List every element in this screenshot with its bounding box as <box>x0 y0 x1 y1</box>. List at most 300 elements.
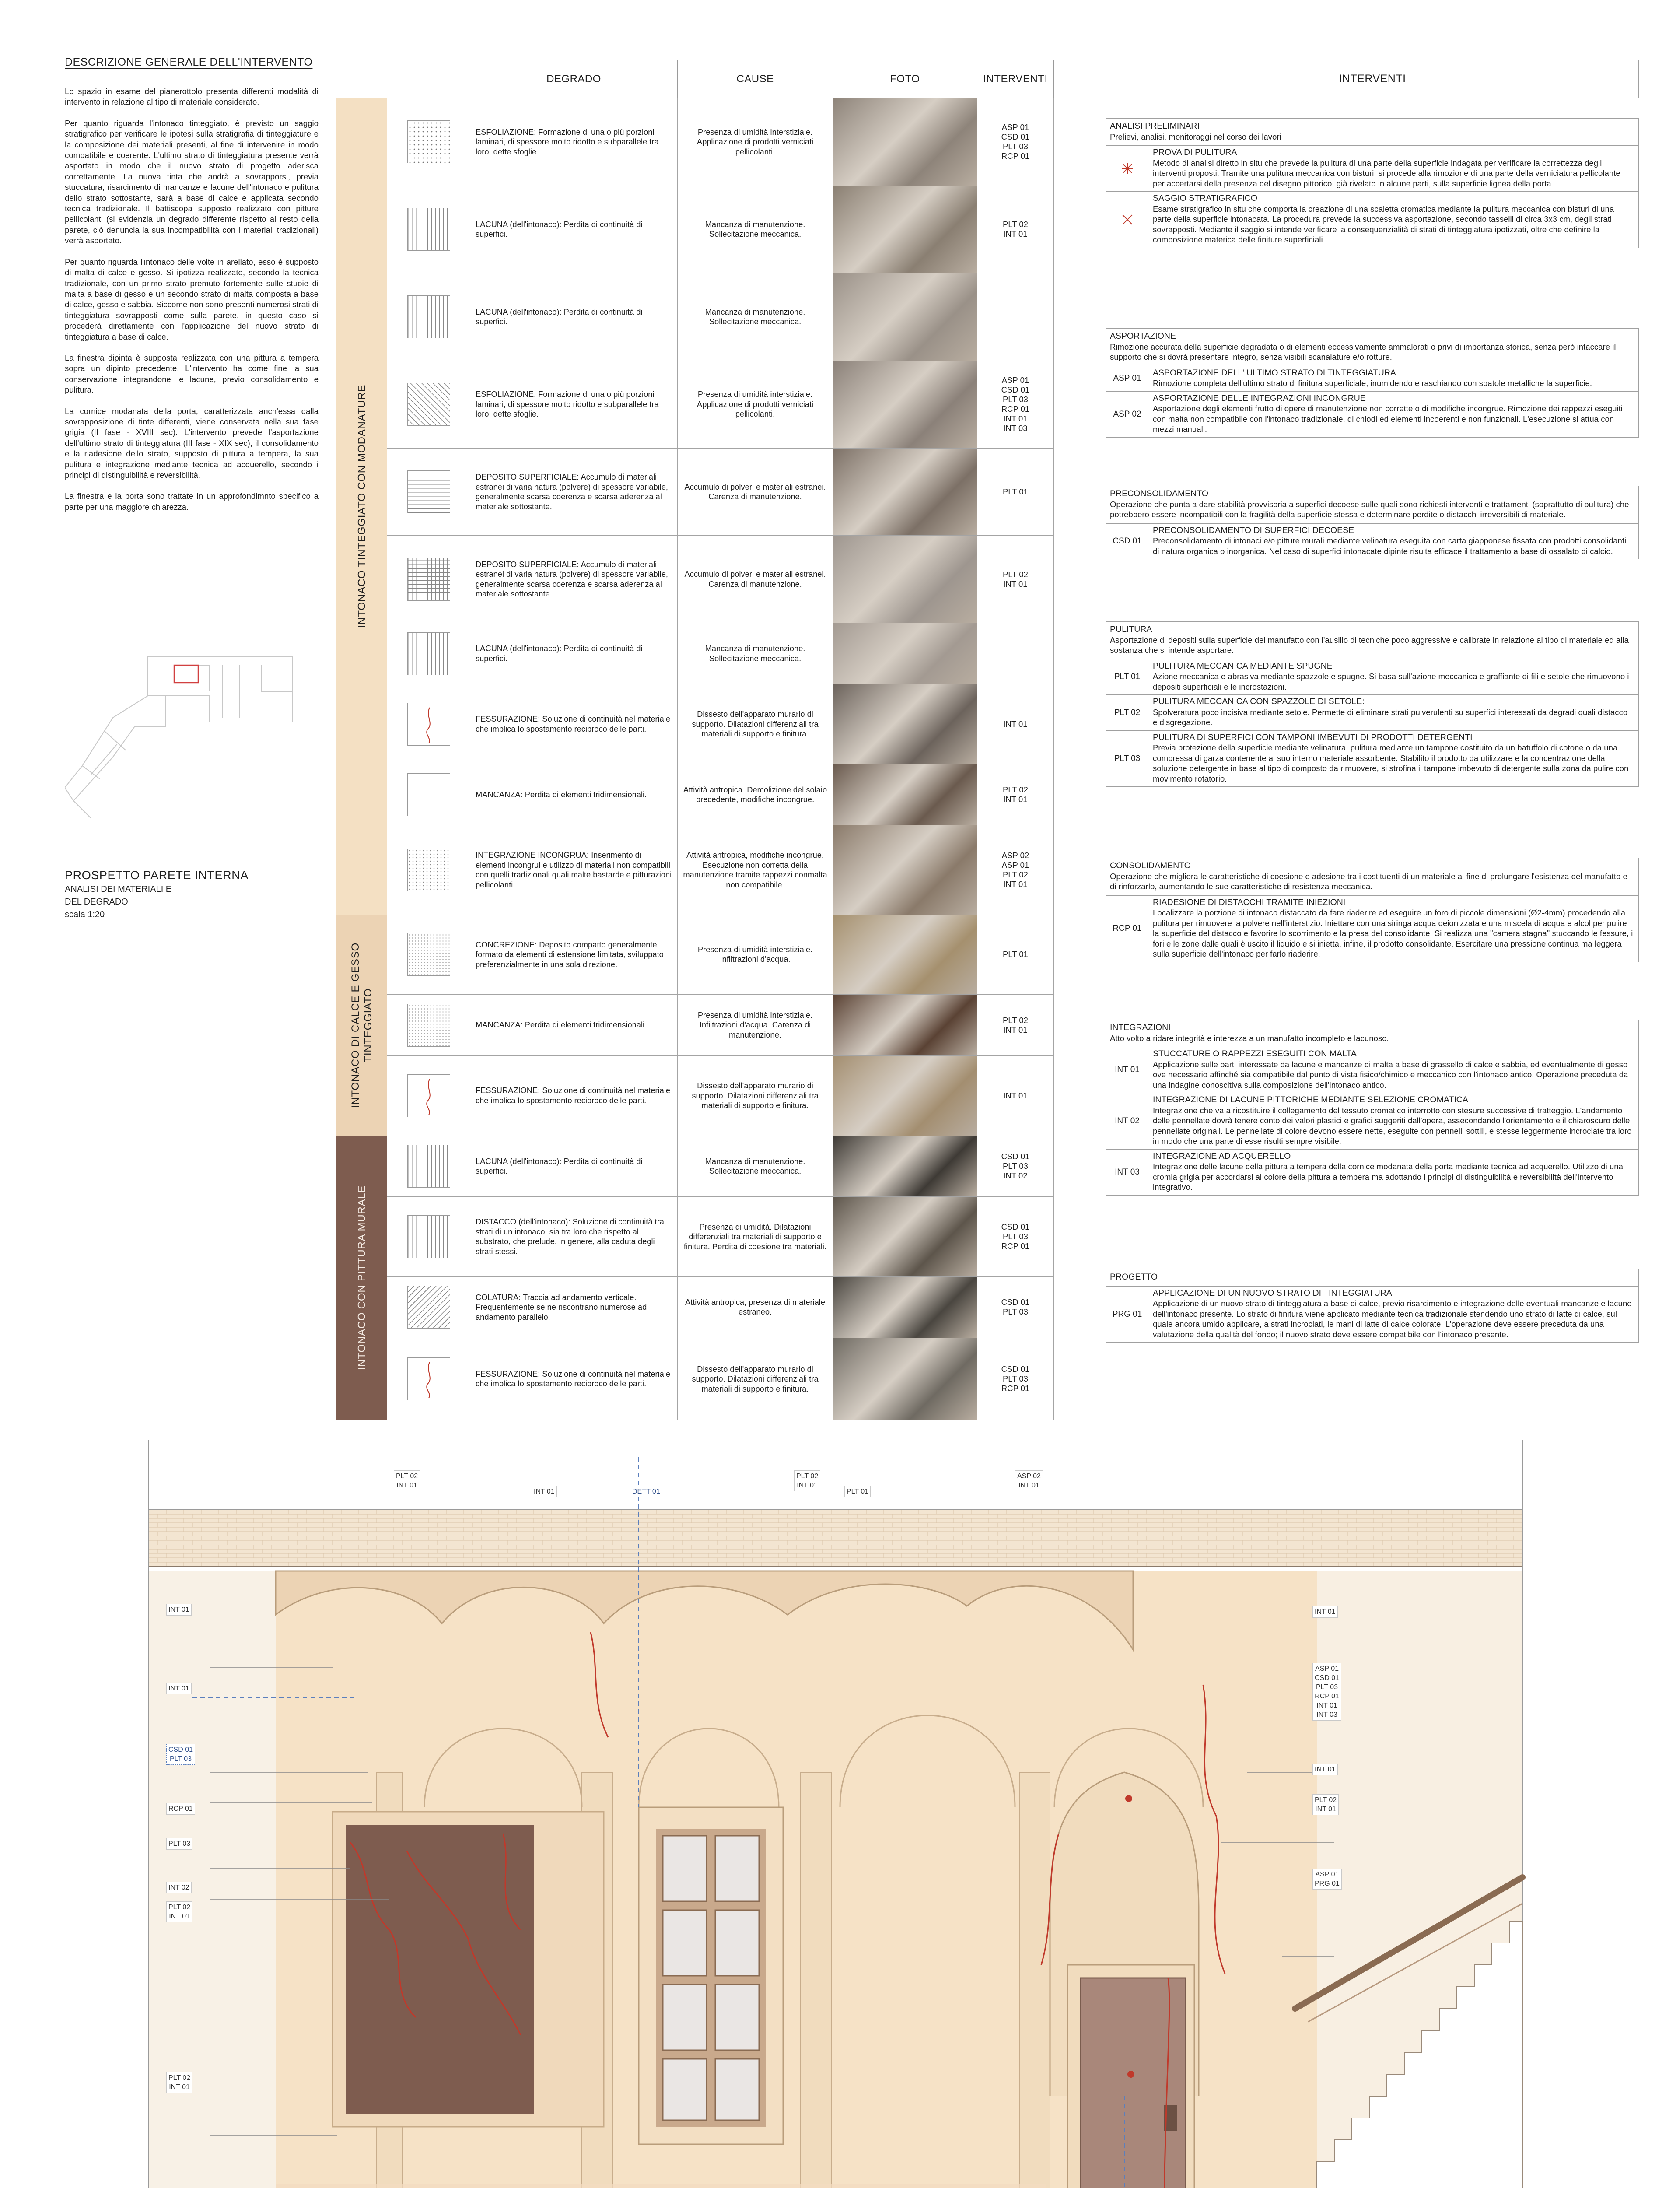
degrado-photo <box>833 1197 977 1276</box>
intervento-code: PLT 03 <box>1106 731 1148 787</box>
intervento-item <box>1106 1286 1638 1343</box>
degrado-description <box>470 1277 678 1338</box>
legend-swatch <box>407 1357 450 1400</box>
degrado-photo <box>833 915 977 995</box>
tag-code: RCP 01 <box>1315 1693 1339 1700</box>
photo-cell <box>833 1197 977 1277</box>
legend-swatch-cell <box>387 1056 470 1136</box>
intervento-code: ASP 01 <box>1001 123 1029 132</box>
intervento-title: INTEGRAZIONE AD ACQUERELLO <box>1153 1151 1291 1161</box>
legend-swatch <box>407 120 450 163</box>
photo-cell <box>833 448 977 536</box>
section-heading: PROGETTO <box>1110 1272 1158 1282</box>
degrado-text: Accumulo di materiali estranei di varia natura (polvere) di spessore variabile, generalmente scarsa coerenza e scarsa aderenza al materiale sottostante. <box>476 559 668 599</box>
key-plan <box>65 656 318 818</box>
description-title: DESCRIZIONE GENERALE DELL'INTERVENTO <box>65 56 313 68</box>
tag-code: ASP 02 <box>1017 1473 1041 1480</box>
intervento-code: PLT 02 <box>1003 785 1028 795</box>
ceiling-section <box>149 1510 1522 1567</box>
description-paragraph: La finestra e la porta sono trattate in un approfondimnto specifico a parte per una maggiore chiarezza. <box>65 491 318 512</box>
intervento-tag <box>166 2072 192 2093</box>
intervento-title: ASPORTAZIONE DELL' ULTIMO STRATO DI TINTEGGIATURA <box>1153 368 1396 378</box>
degrado-cause: Attività antropica, presenza di materiale estraneo. <box>678 1277 833 1338</box>
intervento-code: PLT 01 <box>1106 659 1148 695</box>
material-group-label <box>336 915 387 1136</box>
intervento-code: PLT 03 <box>1003 395 1028 404</box>
tag-code: INT 01 <box>1315 1806 1336 1813</box>
degrado-description <box>470 764 678 825</box>
tag-code: INT 01 <box>1315 1608 1336 1616</box>
degrado-description <box>470 186 678 273</box>
intervento-text: Azione meccanica e abrasiva mediante spazzole e spugne. Si basa sull'azione meccanica e graffiante di fili e setole che rimuovono i depositi superficiali e le incrostazioni. <box>1153 672 1629 691</box>
degrado-name: COLATURA: <box>476 1292 521 1302</box>
intervento-tag <box>166 1838 192 1850</box>
degrado-description <box>470 995 678 1056</box>
tag-code: CSD 01 <box>1315 1674 1340 1682</box>
intervento-title: PROVA DI PULITURA <box>1153 147 1237 157</box>
tag-code: INT 01 <box>1018 1482 1040 1489</box>
degrado-text: Perdita di elementi tridimensionali. <box>525 789 647 799</box>
intervento-code: PLT 02 <box>1106 695 1148 730</box>
table-row <box>336 915 1054 995</box>
degrado-cause: Dissesto dell'apparato murario di supporto. Dilatazioni differenziali tra materiali di supporto e finitura. <box>678 684 833 764</box>
legend-swatch-cell <box>387 825 470 915</box>
legend-swatch <box>407 1074 450 1117</box>
degrado-interventi <box>977 623 1054 684</box>
intervento-text: Spolveratura poco incisiva mediante setole. Permette di eliminare strati pulverulenti su superfici interessati da degradi quali distacco e disgregazione. <box>1153 707 1628 727</box>
table-row <box>336 1136 1054 1197</box>
material-group-label <box>336 1136 387 1420</box>
degrado-interventi <box>977 995 1054 1056</box>
table-row <box>336 1056 1054 1136</box>
table-row <box>336 186 1054 273</box>
group-label-line: TINTEGGIATO <box>362 988 374 1062</box>
table-row <box>336 1197 1054 1277</box>
legend-swatch <box>407 933 450 976</box>
table-row <box>336 1338 1054 1420</box>
intervento-code: INT 01 <box>1003 229 1028 239</box>
degrado-interventi <box>977 684 1054 764</box>
degrado-description <box>470 825 678 915</box>
degrado-name: FESSURAZIONE: <box>476 1086 540 1095</box>
intervento-text: Rimozione completa dell'ultimo strato di finitura superficiale, inumidendo e raschiando con spatole metalliche la superficie. <box>1153 379 1592 388</box>
legend-swatch-cell <box>387 623 470 684</box>
degrado-cause: Mancanza di manutenzione. Sollecitazione meccanica. <box>678 623 833 684</box>
degrado-name: FESSURAZIONE: <box>476 714 540 724</box>
legend-swatch <box>407 632 450 675</box>
section-heading: ANALISI PRELIMINARI <box>1110 121 1200 131</box>
intervento-code: PLT 03 <box>1003 1374 1028 1384</box>
prova-pulitura-icon <box>1106 146 1148 191</box>
legend-swatch-cell <box>387 684 470 764</box>
degrado-photo <box>833 186 977 273</box>
legend-swatch-cell <box>387 995 470 1056</box>
material-group-label <box>336 98 387 915</box>
intervento-code: RCP 01 <box>1106 896 1148 962</box>
section-heading: INTEGRAZIONI <box>1110 1023 1171 1032</box>
degrado-text: Soluzione di continuità nel materiale che implica lo spostamento reciproco delle parti. <box>476 714 671 733</box>
intervento-section <box>1106 486 1639 559</box>
intervento-code: CSD 01 <box>1106 524 1148 559</box>
intervento-text: Asportazione degli elementi frutto di opere di manutenzione non corrette o di modifiche incongrue. Rimozione dei rappezzi eseguiti con malta non compatibile con l'intonaco tradizionale, di chiodi ed elementi incoerenti e non funzionali. L'esecuzione si attua con mezzi manuali. <box>1153 404 1623 434</box>
degrado-photo <box>833 825 977 914</box>
section-heading: PRECONSOLIDAMENTO <box>1110 489 1209 498</box>
degrado-photo <box>833 361 977 448</box>
tag-code: INT 01 <box>168 1685 189 1692</box>
degrado-cause: Dissesto dell'apparato murario di supporto. Dilatazioni differenziali tra materiali di supporto e finitura. <box>678 1338 833 1420</box>
degrado-description <box>470 448 678 536</box>
intervento-item <box>1106 391 1638 437</box>
degrado-interventi <box>977 273 1054 361</box>
section-description: Operazione che migliora le caratteristiche di coesione e adesione tra i costituenti di un materiale al fine di prolungare l'esistenza del manufatto e di rinforzarlo, aumentando le sue caratteristiche di resistenza meccanica. <box>1110 871 1628 891</box>
section-heading: ASPORTAZIONE <box>1110 331 1176 341</box>
legend-swatch-cell <box>387 273 470 361</box>
degrado-cause: Presenza di umidità interstiziale. Applicazione di prodotti verniciati pellicolanti. <box>678 361 833 448</box>
degrado-interventi <box>977 98 1054 186</box>
section-heading: CONSOLIDAMENTO <box>1110 861 1191 870</box>
degrado-cause: Accumulo di polveri e materiali estranei. Carenza di manutenzione. <box>678 536 833 623</box>
photo-cell <box>833 1056 977 1136</box>
intervento-item <box>1106 895 1638 962</box>
description-paragraph: La cornice modanata della porta, caratterizzata anch'essa dalla sovrapposizione di tinte differenti, viene conservata nella sua fase grigia (II fase - XVIII sec). L'intervento prevede l'asportazione dell'ultimo strato di tinteggiatura (III fase - XIX sec), il consolidamento e la riadesione dello strato, supposto di pittura a tempera, la sua pulitura e integrazione mediante tecnica ad acquerello, secondo i principi di distinguibilità e reversibilità. <box>65 406 318 480</box>
legend-swatch <box>407 208 450 251</box>
tag-code: PLT 02 <box>168 1904 191 1911</box>
drawing-subtitle: DEL DEGRADO <box>65 897 128 907</box>
degrado-text: (dell'intonaco): Perdita di continuità di superfici. <box>476 219 643 239</box>
degrado-text: Soluzione di continuità nel materiale che implica lo spostamento reciproco delle parti. <box>476 1369 671 1389</box>
intervento-tag <box>1015 1470 1043 1491</box>
degrado-name: FESSURAZIONE: <box>476 1369 540 1378</box>
table-row <box>336 623 1054 684</box>
degrado-description <box>470 623 678 684</box>
intervento-code: ASP 01 <box>1106 366 1148 391</box>
degrado-description <box>470 684 678 764</box>
legend-swatch-cell <box>387 915 470 995</box>
degrado-name: DEPOSITO SUPERFICIALE: <box>476 559 579 569</box>
legend-swatch <box>407 1215 450 1258</box>
intervento-item <box>1106 1047 1638 1093</box>
intervento-item <box>1106 1149 1638 1195</box>
degrado-photo <box>833 623 977 684</box>
intervento-item <box>1106 145 1638 191</box>
intervento-item <box>1106 730 1638 787</box>
header-foto: FOTO <box>833 60 977 98</box>
intervento-code: RCP 01 <box>1001 151 1030 161</box>
intervento-text: Applicazione di un nuovo strato di tinteggiatura a base di calce, previo risarcimento e integrazione delle eventuali mancanze e lacune dell'intonaco presente. Lo strato di finitura viene applicato mediante tecnica tradizionale stendendo uno strato di latte di calce, sul quale ancora umido applicare, a strati incrociati, le mani di latte di calce colorate. L'operazione deve essere preceduta da una valutazione della qualità del fondo; il nuovo strato deve essere compatibile con l'intonaco presente. <box>1153 1299 1632 1339</box>
tag-code: DETT 01 <box>632 1488 660 1495</box>
tag-code: PLT 02 <box>796 1473 819 1480</box>
degrado-name: INTEGRAZIONE INCONGRUA: <box>476 850 589 860</box>
intervento-code: PLT 02 <box>1003 220 1028 229</box>
photo-cell <box>833 764 977 825</box>
tag-code: CSD 01 <box>168 1746 193 1753</box>
photo-cell <box>833 915 977 995</box>
tag-code: PLT 03 <box>168 1840 191 1848</box>
photo-cell <box>833 273 977 361</box>
legend-swatch-cell <box>387 1197 470 1277</box>
degrado-name: ESFOLIAZIONE: <box>476 389 536 399</box>
degrado-description <box>470 273 678 361</box>
intervento-title: SAGGIO STRATIGRAFICO <box>1153 193 1258 203</box>
intervento-item <box>1106 659 1638 695</box>
degrado-photo <box>833 536 977 623</box>
intervento-code: PLT 03 <box>1003 142 1028 151</box>
intervento-text: Preconsolidamento di intonaci e/o pitture murali mediante velinatura eseguita con carta giapponese fissata con prodotti consolidanti di natura organica o inorganica. Nel caso di superfici intonacate dipinte risulta efficace il trattamento a base di ossalato di calcio. <box>1153 536 1627 556</box>
intervento-code: RCP 01 <box>1001 404 1030 414</box>
degrado-description <box>470 536 678 623</box>
degrado-description <box>470 1056 678 1136</box>
intervento-item <box>1106 694 1638 730</box>
degrado-cause: Presenza di umidità interstiziale. Infiltrazioni d'acqua. Carenza di manutenzione. <box>678 995 833 1056</box>
intervento-code: INT 01 <box>1106 1047 1148 1093</box>
tag-code: PLT 02 <box>1315 1796 1337 1804</box>
intervento-tag <box>1312 1606 1338 1618</box>
intervento-title: PRECONSOLIDAMENTO DI SUPERFICI DECOESE <box>1153 525 1354 535</box>
degrado-text: Perdita di elementi tridimensionali. <box>525 1020 647 1030</box>
description-paragraph: La finestra dipinta è supposta realizzata con una pittura a tempera sopra un dipinto precedente. L'intervento ha come fine la sua conservazione integrandone le lacune, previo consolidamento e pulitura. <box>65 353 318 395</box>
degrado-cause: Dissesto dell'apparato murario di supporto. Dilatazioni differenziali tra materiali di supporto e finitura. <box>678 1056 833 1136</box>
photo-cell <box>833 1136 977 1197</box>
degrado-interventi <box>977 1136 1054 1197</box>
degrado-name: MANCANZA: <box>476 1020 523 1030</box>
photo-cell <box>833 1277 977 1338</box>
intervento-text: Applicazione sulle parti interessate da lacune e mancanze di malta a base di grassello di calce e sabbia, ed eventualmente di gesso ove necessario affinché sia compatibile dal punto di vista fisico/chimico e meccanico con l'intonaco antico. Operazione preceduta da una indagine conoscitiva sulla composizione dell'intonaco antico. <box>1153 1059 1628 1090</box>
degrado-cause: Presenza di umidità interstiziale. Applicazione di prodotti verniciati pellicolanti. <box>678 98 833 186</box>
degrado-name: CONCREZIONE: <box>476 940 537 949</box>
intervento-code: RCP 01 <box>1001 1241 1030 1251</box>
legend-swatch-cell <box>387 764 470 825</box>
degrado-interventi <box>977 764 1054 825</box>
degrado-name: DEPOSITO SUPERFICIALE: <box>476 472 579 481</box>
degrado-text: (dell'intonaco): Perdita di continuità di superfici. <box>476 644 643 663</box>
tag-code: PLT 02 <box>168 2074 191 2082</box>
degrado-name: LACUNA <box>476 307 508 316</box>
degrado-text: Accumulo di materiali estranei di varia natura (polvere) di spessore variabile, generalmente scarsa coerenza e scarsa aderenza al materiale sottostante. <box>476 472 668 511</box>
intervento-tag <box>844 1486 871 1497</box>
intervento-section <box>1106 621 1639 787</box>
intervento-tag <box>166 1604 192 1616</box>
degrado-interventi <box>977 186 1054 273</box>
degrado-cause: Accumulo di polveri e materiali estranei. Carenza di manutenzione. <box>678 448 833 536</box>
intervento-section <box>1106 1020 1639 1196</box>
tag-code: INT 03 <box>1316 1711 1337 1718</box>
intervento-code: INT 01 <box>1003 719 1028 729</box>
intervento-section <box>1106 1269 1639 1343</box>
intervento-code: PLT 01 <box>1003 950 1028 959</box>
intervento-tag <box>1312 1764 1338 1775</box>
degrado-name: DISTACCO <box>476 1217 517 1227</box>
highlight-rect <box>174 665 198 683</box>
degrado-name: LACUNA <box>476 1156 508 1166</box>
tag-code: INT 01 <box>534 1488 555 1495</box>
degrado-interventi <box>977 1277 1054 1338</box>
tag-code: INT 01 <box>169 2083 190 2091</box>
intervento-code: INT 01 <box>1003 1025 1028 1034</box>
degrado-cause: Presenza di umidità interstiziale. Infiltrazioni d'acqua. <box>678 915 833 995</box>
tag-code: INT 01 <box>396 1482 417 1489</box>
description-paragraph: Per quanto riguarda l'intonaco tinteggiato, è previsto un saggio stratigrafico per verificare le ipotesi sulla stratigrafia di tinteggiature e la composizione dei materiali presenti, al fine di intervenire in modo compatibile e coerente. L'ultimo strato di tinteggiatura presente verrà asportato in modo che il nuovo strato di progetto aderisca correttamente. La nuova tinta che andrà a sovrapporsi, previa stuccatura, risarcimento di mancanze e lacune dell'intonaco e pulitura dello strato sottostante, sarà a base di calce e applicata secondo tecnica tradizionale. Il battiscopa supposto realizzato con pitture pellicolanti (si evidenzia un degrado differente rispetto al resto della parete, ciò denuncia la sua incompatibilità con i materiali tradizionali) verrà asportato. <box>65 118 318 245</box>
tag-code: INT 01 <box>797 1482 818 1489</box>
table-row <box>336 825 1054 915</box>
intervento-tag <box>532 1486 557 1497</box>
intervento-item <box>1106 366 1638 391</box>
degrado-photo <box>833 995 977 1055</box>
group-label-text <box>349 943 374 1108</box>
intervento-tag <box>166 1882 192 1893</box>
degrado-text: (dell'intonaco): Perdita di continuità di superfici. <box>476 307 643 326</box>
legend-swatch-cell <box>387 1277 470 1338</box>
degrado-interventi <box>977 361 1054 448</box>
intervento-section <box>1106 118 1639 248</box>
intervento-code: ASP 02 <box>1001 851 1029 860</box>
table-row <box>336 536 1054 623</box>
legend-swatch-cell <box>387 98 470 186</box>
intervento-code: PLT 01 <box>1003 487 1028 496</box>
intervento-code: PLT 03 <box>1003 1232 1028 1241</box>
photo-cell <box>833 536 977 623</box>
legend-swatch <box>407 470 450 513</box>
legend-swatch <box>407 1004 450 1047</box>
table-row <box>336 448 1054 536</box>
degrado-interventi <box>977 915 1054 995</box>
legend-swatch-cell <box>387 1136 470 1197</box>
intervento-code: CSD 01 <box>1001 132 1030 142</box>
intervento-text: Integrazione che va a ricostituire il collegamento del tessuto cromatico interrotto con stesure successive di tratteggio. L'andamento delle pennellate dovrà tenere conto dei valori plastici e grafici suggeriti dall'opera, assecondando l'orientamento e il chiaroscuro delle pennellate originali. Le pennellate di colore devono essere nette, eseguite con pennelli sottili, e stesse leggermente incrociate tra loro in modo che una parte di esse risulti sempre visibile. <box>1153 1105 1632 1146</box>
intervento-code: INT 01 <box>1003 579 1028 589</box>
tag-code: RCP 01 <box>168 1805 193 1813</box>
section-heading: PULITURA <box>1110 624 1152 634</box>
group-label-line: INTONACO DI CALCE E GESSO <box>349 942 361 1108</box>
intervento-code: INT 01 <box>1003 880 1028 889</box>
degrado-interventi <box>977 536 1054 623</box>
legend-swatch-cell <box>387 1338 470 1420</box>
intervento-text: Previa protezione della superficie mediante velinatura, pulitura mediante un tampone costituito da un batuffolo di cotone o da una compressa di garza contenente al suo interno materiale assorbente. Stabilito il prodotto da utilizzare e la concentrazione della soluzione detergente in base al tipo di composto da rimuovere, si strofina il tampone imbevuto di detergente sulla zona da pulire con movimento rotatorio. <box>1153 743 1629 783</box>
degrado-photo <box>833 1056 977 1136</box>
intervento-text: Esame stratigrafico in situ che comporta la creazione di una scaletta cromatica mediante la pulitura meccanica con bisturi di una parte della superficie intonacata. La procedura prevede la successiva asportazione, secondo tasselli di circa 3x3 cm, degli strati sovrapposti. Mediante il saggio si intende verificare la consequenzialità di strati di tinteggiatura ipotizzati, oltre che definire la composizione materica delle finiture superficiali. <box>1153 204 1614 244</box>
intervento-item <box>1106 1093 1638 1149</box>
degrado-name: ESFOLIAZIONE: <box>476 127 536 137</box>
intervento-code: CSD 01 <box>1001 1364 1030 1374</box>
legend-swatch-cell <box>387 361 470 448</box>
legend-swatch <box>407 558 450 601</box>
tag-code: INT 01 <box>1315 1766 1336 1773</box>
intervento-title: INTEGRAZIONE DI LACUNE PITTORICHE MEDIANTE SELEZIONE CROMATICA <box>1153 1095 1468 1105</box>
intervento-tag <box>166 1744 195 1765</box>
intervento-text: Integrazione delle lacune della pittura a tempera della cornice modanata della porta mediante tecnica ad acquerello. Utilizzo di una cromia grigia per accordarsi al colore della pittura a tempera ma adottando i principi di distinguibilità e reversibilità dell'intervento integrativo. <box>1153 1162 1623 1192</box>
table-row <box>336 361 1054 448</box>
description-column <box>65 56 318 523</box>
intervento-tag <box>630 1486 662 1497</box>
degrado-name: MANCANZA: <box>476 789 523 799</box>
intervento-code: INT 01 <box>1003 795 1028 804</box>
drawing-scale: scala 1:20 <box>65 910 105 919</box>
tag-code: PLT 01 <box>847 1488 869 1495</box>
legend-swatch <box>407 295 450 338</box>
intervento-code: CSD 01 <box>1001 1297 1030 1307</box>
intervento-tag <box>166 1803 195 1815</box>
intervento-tag <box>166 1683 192 1694</box>
table-header-row <box>336 60 1054 98</box>
tag-code: INT 01 <box>1316 1702 1337 1709</box>
drawing-title: PROSPETTO PARETE INTERNA <box>65 869 248 882</box>
section-description: Operazione che punta a dare stabilità provvisoria a superfici decoese sulle quali sono richiesti interventi e trattamenti (soprattutto di pulitura) che potrebbero essere incompatibili con la fragilità della superficie stessa e determinare perdite o distacchi irreversibili di materiale. <box>1110 499 1629 519</box>
section-description: Asportazione di depositi sulla superficie del manufatto con l'ausilio di tecniche poco aggressive e calibrate in relazione al tipo di materiale ed alla sostanza che si intende asportare. <box>1110 635 1629 655</box>
photo-cell <box>833 186 977 273</box>
degrado-name: LACUNA <box>476 219 508 229</box>
degrado-cause: Presenza di umidità. Dilatazioni differenziali tra materiali di supporto e finitura. Perdita di coesione tra materiali. <box>678 1197 833 1277</box>
degrado-photo <box>833 764 977 825</box>
legend-swatch-cell <box>387 536 470 623</box>
intervento-code: ASP 02 <box>1106 392 1148 437</box>
photo-cell <box>833 98 977 186</box>
degrado-interventi <box>977 1197 1054 1277</box>
degrado-description <box>470 1136 678 1197</box>
intervento-code: PLT 03 <box>1003 1307 1028 1317</box>
degrado-photo <box>833 1338 977 1420</box>
header-degrado: DEGRADO <box>470 60 678 98</box>
intervento-title: PULITURA DI SUPERFICI CON TAMPONI IMBEVUTI DI PRODOTTI DETERGENTI <box>1153 732 1473 742</box>
intervento-code: INT 01 <box>1003 1090 1028 1100</box>
photo-cell <box>833 825 977 915</box>
intervento-item <box>1106 191 1638 248</box>
intervento-code: INT 03 <box>1106 1150 1148 1195</box>
tag-code: INT 01 <box>168 1606 189 1613</box>
intervento-tag <box>1312 1663 1341 1721</box>
intervento-tag <box>1312 1794 1339 1815</box>
degrado-table <box>336 60 1054 1420</box>
degrado-interventi <box>977 448 1054 536</box>
intervento-text: Metodo di analisi diretto in situ che prevede la pulitura di una parte della superficie indagata per verificare la correttezza degli interventi proposti. Tramite una pulitura meccanica con bisturi, si procede alla rimozione di una parte della verniciatura pellicolante per accertarsi della presenza del disegno pittorico, già rivelato in alcune parti, sulla superficie lignea della porta. <box>1153 158 1620 188</box>
degrado-cause: Mancanza di manutenzione. Sollecitazione meccanica. <box>678 1136 833 1197</box>
degrado-cause: Attività antropica, modifiche incongrue. Esecuzione non corretta della manutenzione tramite rappezzi conmalta non compatibile. <box>678 825 833 915</box>
intervento-tag <box>166 1901 192 1922</box>
degrado-cause: Mancanza di manutenzione. Sollecitazione meccanica. <box>678 186 833 273</box>
intervento-code: INT 02 <box>1003 1171 1028 1181</box>
photo-cell <box>833 623 977 684</box>
intervento-code: ASP 01 <box>1001 375 1029 385</box>
intervento-code: CSD 01 <box>1001 385 1030 395</box>
legend-swatch <box>407 703 450 746</box>
header-interventi: INTERVENTI <box>977 60 1054 98</box>
table-row <box>336 764 1054 825</box>
section-description <box>1106 1283 1638 1286</box>
intervento-title: APPLICAZIONE DI UN NUOVO STRATO DI TINTEGGIATURA <box>1153 1288 1392 1298</box>
degrado-text: Traccia ad andamento verticale. Frequentemente se ne riscontrano numerose ad andamento parallelo. <box>476 1292 647 1322</box>
table-row <box>336 1277 1054 1338</box>
tag-code: INT 02 <box>168 1884 189 1891</box>
intervento-title: PULITURA MECCANICA MEDIANTE SPUGNE <box>1153 661 1333 671</box>
intervento-code: PLT 02 <box>1003 569 1028 579</box>
degrado-text: Formazione di una o più porzioni laminari, di spessore molto ridotto e subparallele tra loro, dette sfoglie. <box>476 389 659 419</box>
table-row <box>336 995 1054 1056</box>
intervento-code: PLT 02 <box>1003 870 1028 880</box>
legend-swatch <box>407 849 450 891</box>
intervento-item <box>1106 523 1638 559</box>
legend-swatch <box>407 383 450 426</box>
tag-code: PLT 03 <box>1316 1683 1338 1691</box>
degrado-text: Formazione di una o più porzioni laminari, di spessore molto ridotto e subparallele tra loro, dette sfoglie. <box>476 127 659 156</box>
legend-swatch <box>407 1286 450 1329</box>
intervento-code: PRG 01 <box>1106 1287 1148 1343</box>
description-paragraph: Lo spazio in esame del pianerottolo presenta differenti modalità di intervento in relazione al tipo di materiale considerato. <box>65 87 318 107</box>
group-label-text: INTONACO TINTEGGIATO CON MODANATURE <box>356 385 368 628</box>
degrado-text: (dell'intonaco): Soluzione di continuità tra strati di un intonaco, sia tra loro che rispetto al substrato, che prelude, in genere, alla caduta degli strati stessi. <box>476 1217 664 1256</box>
degrado-interventi <box>977 1338 1054 1420</box>
intervento-code: CSD 01 <box>1001 1152 1030 1161</box>
degrado-description <box>470 1197 678 1277</box>
table-row <box>336 273 1054 361</box>
degrado-photo <box>833 98 977 186</box>
